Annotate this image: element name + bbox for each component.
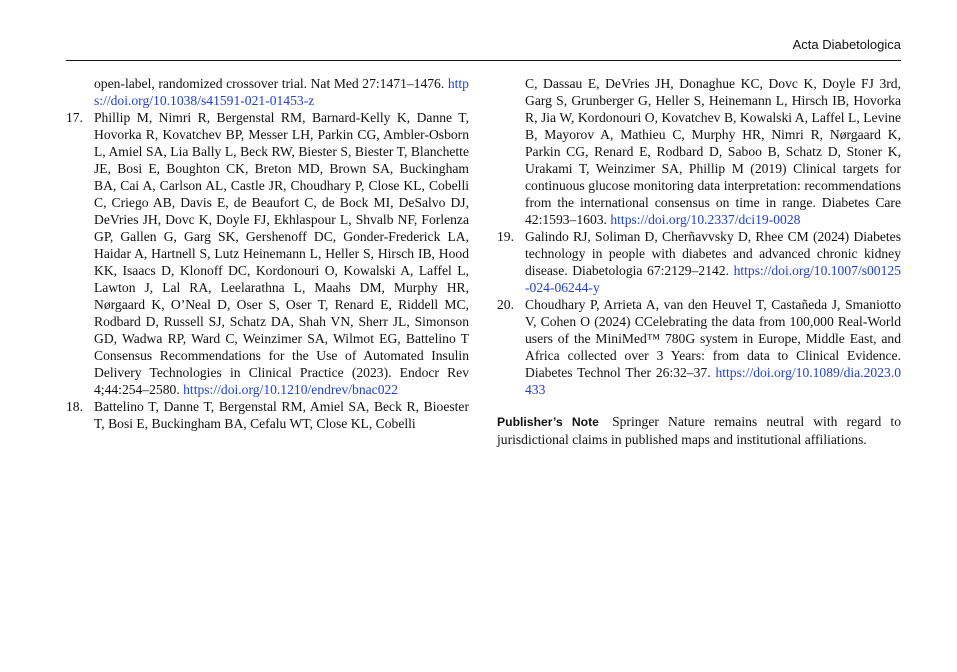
left-column — [66, 75, 469, 432]
doi-link[interactable]: https://doi.org/10.1007/s00125-024-06244-y — [525, 263, 901, 295]
reference-number: 18. — [66, 399, 83, 414]
reference-text: Galindo RJ, Soliman D, Cherñavvsky D, Rhee CM (2024) Diabetes technology in people with diabetes and advanced chronic kidney disease. Diabetologia 67:2129–2142. — [525, 229, 901, 278]
doi-link[interactable]: https://doi.org/10.1038/s41591-021-01453-z — [94, 76, 469, 108]
doi-link[interactable]: https://doi.org/10.2337/dci19-0028 — [610, 212, 801, 227]
reference-text: Phillip M, Nimri R, Bergenstal RM, Barnard-Kelly K, Danne T, Hovorka R, Kovatchev BP, Messer LH, Parkin CG, Ambler-Osborn L, Amiel SA, Lia Bally L, Beck RW, Biester S, Biester T, Blanchette JE, Bosi E, Boughton CK, Breton MD, Brown SA, Buckingham BA, Cai A, Carlson AL, Castle JR, Choudhary P, Close KL, Cobelli C, Criego AB, Davis E, de Beaufort C, de Bock MI, DeSalvo DJ, DeVries JH, Dovc K, Doyle FJ, Ekhlaspour L, Shvalb NF, Forlenza GP, Gallen G, Garg SK, Gershenoff DC, Gonder-Frederick LA, Haidar A, Hartnell S, Lutz Heinemann L, Heller S, Hirsch IB, Hood KK, Isaacs D, Klonoff DC, Kordonouri O, Kowalski A, Laffel L, Lawton J, Lal RA, Leelarathna L, Maahs DM, Murphy HR, Nørgaard K, O’Neal D, Oser S, Oser T, Renard E, Riddell MC, Rodbard D, Russell SJ, Schatz DA, Shah VN, Sherr JL, Simonson GD, Wadwa RP, Ward C, Weinzimer SA, Wilmot EG, Battelino T Consensus Recommendations for the Use of Automated Insulin Delivery Technologies in Clinical Practice (2023). Endocr Rev 4;44:254–2580. — [94, 110, 469, 397]
reference-item-20 — [497, 296, 901, 398]
doi-link[interactable]: https://doi.org/10.1210/endrev/bnac022 — [183, 382, 399, 397]
reference-number: 20. — [497, 297, 514, 312]
reference-item-16-continued — [66, 75, 469, 109]
reference-item-19 — [497, 228, 901, 296]
publisher-note-label: Publisher’s Note — [497, 415, 599, 429]
reference-text: open-label, randomized crossover trial. Nat Med 27:1471–1476. — [94, 76, 445, 91]
reference-number: 19. — [497, 229, 514, 244]
publisher-note — [497, 413, 901, 448]
reference-number: 17. — [66, 110, 83, 125]
publisher-note-text: Springer Nature remains neutral with regard to jurisdictional claims in published maps and institutional affiliations. — [497, 414, 901, 447]
doi-link[interactable]: https://doi.org/10.1089/dia.2023.0433 — [525, 365, 901, 397]
journal-title: Acta Diabetologica — [792, 37, 901, 52]
reference-text: Choudhary P, Arrieta A, van den Heuvel T, Castañeda J, Smaniotto V, Cohen O (2024) CCelebrating the data from 100,000 Real-World users of the MiniMed™ 780G system in Europe, Middle East, and Africa collected over 3 Years: from data to Clinical Evidence. Diabetes Technol Ther 26:32–37. — [525, 297, 901, 380]
reference-item-18 — [66, 398, 469, 432]
header-divider — [66, 60, 901, 61]
reference-item-18-continued — [497, 75, 901, 228]
reference-item-17 — [66, 109, 469, 398]
right-column — [497, 75, 901, 448]
reference-text: C, Dassau E, DeVries JH, Donaghue KC, Dovc K, Doyle FJ 3rd, Garg S, Grunberger G, Heller S, Heinemann L, Hirsch IB, Hovorka R, Jia W, Kordonouri O, Kovatchev B, Kowalski A, Laffel L, Levine B, Mayorov A, Mathieu C, Murphy HR, Nimri R, Nørgaard K, Parkin CG, Renard E, Rodbard D, Saboo B, Schatz D, Stoner K, Urakami T, Weinzimer SA, Phillip M (2019) Clinical targets for continuous glucose monitoring data interpretation: recommendations from the international consensus on time in range. Diabetes Care 42:1593–1603. — [525, 76, 901, 227]
reference-text: Battelino T, Danne T, Bergenstal RM, Amiel SA, Beck R, Bioester T, Bosi E, Buckingham BA, Cefalu WT, Close KL, Cobelli — [94, 399, 469, 431]
